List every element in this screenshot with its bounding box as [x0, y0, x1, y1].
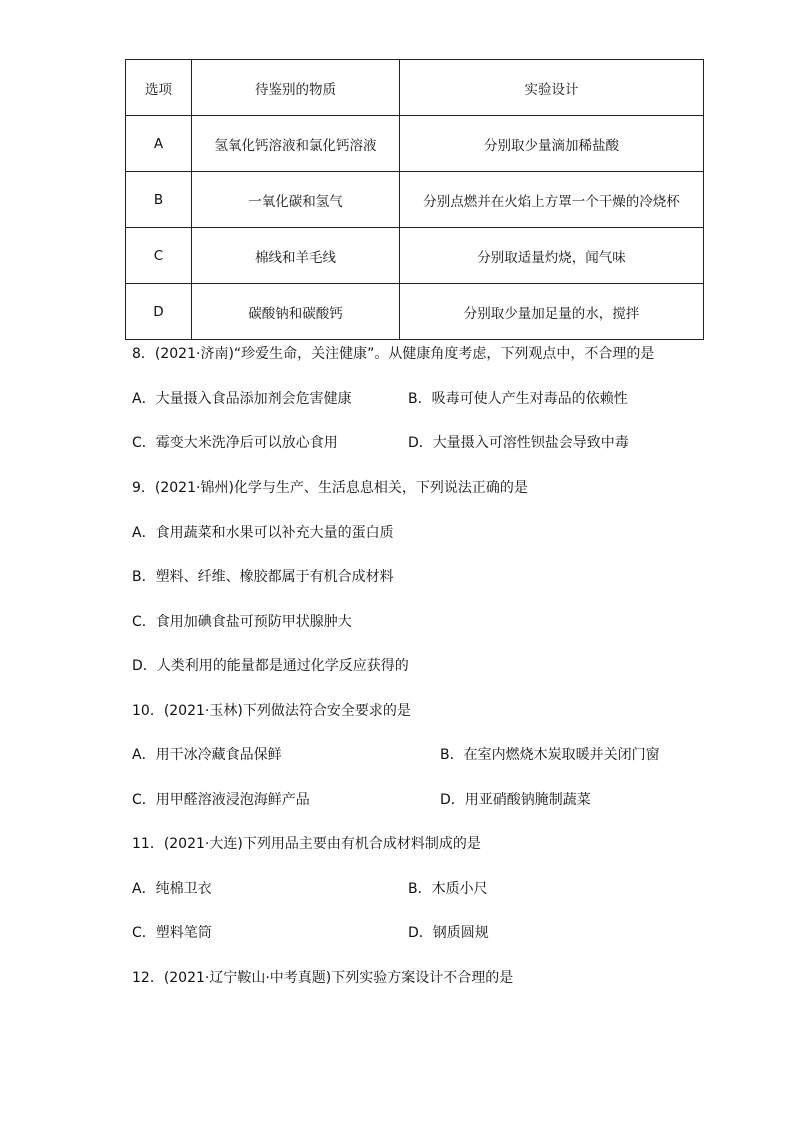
question-9-stem: 9．(2021·锦州)化学与生产、生活息息相关，下列说法正确的是 — [132, 480, 528, 496]
table-row — [126, 116, 704, 172]
question-10-option-b: B．在室内燃烧木炭取暖并关闭门窗 — [440, 747, 660, 763]
question-8-stem: 8．(2021·济南)“珍爱生命，关注健康”。从健康角度考虑，下列观点中，不合理的是 — [132, 346, 655, 362]
question-11-option-b: B．木质小尺 — [408, 881, 488, 897]
table-header-cell: 选项 — [126, 60, 192, 116]
question-9-option-b: B．塑料、纤维、橡胶都属于有机合成材料 — [132, 569, 394, 585]
table-cell: 棉线和羊毛线 — [192, 228, 400, 284]
question-8-option-c: C．霉变大米洗净后可以放心食用 — [132, 435, 338, 451]
question-11-stem: 11．(2021·大连)下列用品主要由有机合成材料制成的是 — [132, 836, 481, 852]
table-row — [126, 284, 704, 340]
table-row — [126, 228, 704, 284]
table-cell: 分别取适量灼烧，闻气味 — [400, 228, 704, 284]
table-cell: 分别点燃并在火焰上方罩一个干燥的冷烧杯 — [400, 172, 704, 228]
table-cell: 碳酸钠和碳酸钙 — [192, 284, 400, 340]
question-10-option-c: C．用甲醛溶液浸泡海鲜产品 — [132, 792, 310, 808]
question-9-option-a: A．食用蔬菜和水果可以补充大量的蛋白质 — [132, 525, 394, 541]
question-11-option-c: C．塑料笔筒 — [132, 925, 212, 941]
table-header-cell: 待鉴别的物质 — [192, 60, 400, 116]
question-11-option-d: D．钢质圆规 — [408, 925, 489, 941]
table-cell: D — [126, 284, 192, 340]
table-row — [126, 172, 704, 228]
table-header-row — [126, 60, 704, 116]
table-cell: A — [126, 116, 192, 172]
identification-table — [125, 59, 704, 340]
table-cell: 分别取少量加足量的水，搅拌 — [400, 284, 704, 340]
question-10-option-d: D．用亚硝酸钠腌制蔬菜 — [440, 792, 591, 808]
question-8-option-d: D．大量摄入可溶性钡盐会导致中毒 — [408, 435, 629, 451]
question-11-option-a: A．纯棉卫衣 — [132, 881, 212, 897]
question-12-stem: 12．(2021·辽宁鞍山·中考真题)下列实验方案设计不合理的是 — [132, 970, 514, 986]
table-cell: 分别取少量滴加稀盐酸 — [400, 116, 704, 172]
table-cell: 氢氧化钙溶液和氯化钙溶液 — [192, 116, 400, 172]
table-cell: 一氧化碳和氢气 — [192, 172, 400, 228]
question-8-option-b: B．吸毒可使人产生对毒品的依赖性 — [408, 391, 628, 407]
table-cell: B — [126, 172, 192, 228]
question-8-option-a: A．大量摄入食品添加剂会危害健康 — [132, 391, 352, 407]
question-10-stem: 10．(2021·玉林)下列做法符合安全要求的是 — [132, 703, 411, 719]
table-cell: C — [126, 228, 192, 284]
question-9-option-d: D．人类利用的能量都是通过化学反应获得的 — [132, 658, 409, 674]
question-10-option-a: A．用干冰冷藏食品保鲜 — [132, 747, 282, 763]
table-header-cell: 实验设计 — [400, 60, 704, 116]
question-9-option-c: C．食用加碘食盐可预防甲状腺肿大 — [132, 614, 352, 630]
